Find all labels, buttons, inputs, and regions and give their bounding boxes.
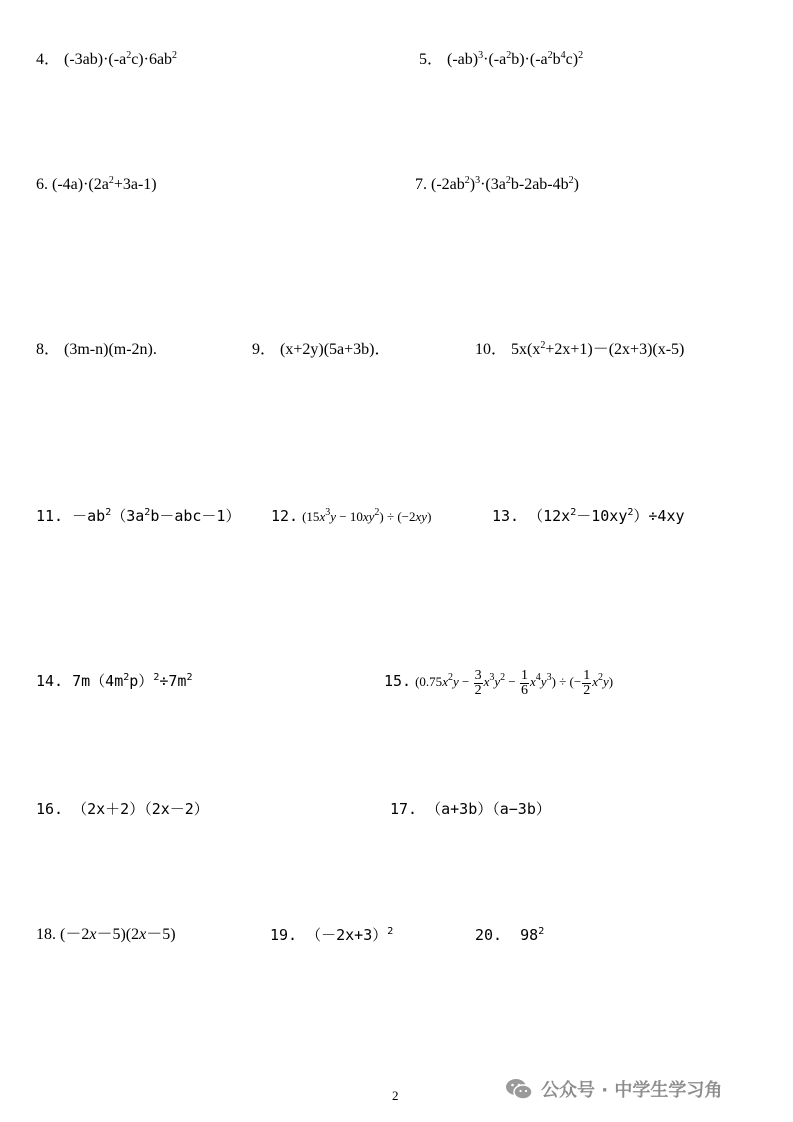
problem-19-label: 19. <box>270 926 298 944</box>
problem-10-expr: $5x(x^2+2x+1)-(2x+3)(x-5)$ <box>511 340 685 358</box>
problem-16-label: 16. <box>36 800 64 818</box>
problem-15-label: 15. <box>384 672 412 690</box>
problem-20 <box>475 925 544 945</box>
problem-6 <box>36 175 157 195</box>
problem-7 <box>415 175 579 195</box>
problem-8 <box>36 340 157 360</box>
fraction-1-2: $\frac{1}{2}$ <box>583 667 591 698</box>
problem-11-label: 11. <box>36 507 64 525</box>
problem-10 <box>475 340 684 360</box>
problem-17-label: 17. <box>390 800 418 818</box>
problem-5 <box>419 50 583 70</box>
problem-14 <box>36 671 192 691</box>
problem-7-expr: $(-2ab^2)^3\cdot(3a^2b-2ab-4b^2)$ <box>431 175 579 193</box>
problem-14-expr: $7m(4m^2p)^2\div 7m^2$ <box>72 672 193 690</box>
problem-14-label: 14. <box>36 672 64 690</box>
problem-4-expr: $(-3ab)\cdot(-a^2c)\cdot 6ab^2$ <box>64 50 178 68</box>
problem-17 <box>390 799 551 819</box>
problem-20-label: 20. <box>475 926 503 944</box>
fraction-3-2: $\frac{3}{2}$ <box>474 667 482 698</box>
problem-18-expr: (－2x－5)(2x－5) <box>60 926 176 943</box>
problem-13-expr: $(12x^2-10xy^2)\div 4xy$ <box>528 507 685 525</box>
problem-16-expr: （2x＋2）（2x－2） <box>72 800 209 818</box>
problem-20-expr: $98^2$ <box>511 926 545 944</box>
problem-19-expr: $(-2x+3)^2$ <box>306 926 394 944</box>
problem-18 <box>36 925 176 945</box>
fraction-1-6: $\frac{1}{6}$ <box>521 667 528 698</box>
problem-13 <box>492 506 685 526</box>
problem-4 <box>36 50 177 70</box>
problem-11 <box>36 506 240 526</box>
problem-7-label: 7. <box>415 176 427 193</box>
problem-9 <box>252 340 390 360</box>
page-number: 2 <box>392 1088 399 1103</box>
problem-9-label: 9． <box>252 341 277 358</box>
problem-5-expr: $(-ab)^3\cdot(-a^2b)\cdot(-a^2b^4c)^2$ <box>447 50 584 68</box>
problem-8-expr: (3m-n)(m-2n). <box>64 341 157 358</box>
problem-8-label: 8． <box>36 341 61 358</box>
problem-12-expr: $(15x^3y - 10xy^2) \div (-2xy)$ <box>302 507 432 524</box>
problem-6-expr: $(-4a)\cdot(2a^2+3a-1)$ <box>52 175 157 193</box>
problem-6-label: 6. <box>36 176 48 193</box>
problem-11-expr: $-ab^2(3a^2b-abc-1)$ <box>72 507 241 525</box>
problem-5-label: 5． <box>419 51 444 68</box>
wechat-icon <box>505 1077 533 1101</box>
problem-17-expr: （a+3b）（a−3b） <box>426 800 551 818</box>
problem-4-label: 4． <box>36 51 61 68</box>
problem-16 <box>36 799 209 819</box>
problem-15 <box>384 667 613 698</box>
watermark-text: 公众号 · 中学生学习角 <box>541 1080 723 1101</box>
problem-19 <box>270 925 393 945</box>
problem-12-label: 12. <box>271 507 299 525</box>
problem-15-expr: ($0.75x^2y$ − $\frac{3}{2}$ $x^3y^2$ − $\frac{1}{6}$ $x^4y^3$) ÷ (− $\frac{1}{2}$ $x^2y$) <box>415 667 614 698</box>
watermark <box>505 1074 722 1104</box>
problem-9-expr: (x+2y)(5a+3b)． <box>280 341 391 358</box>
problem-13-label: 13. <box>492 507 520 525</box>
problem-12 <box>271 506 431 527</box>
problem-10-label: 10． <box>475 341 508 358</box>
problem-18-label: 18. <box>36 926 56 943</box>
